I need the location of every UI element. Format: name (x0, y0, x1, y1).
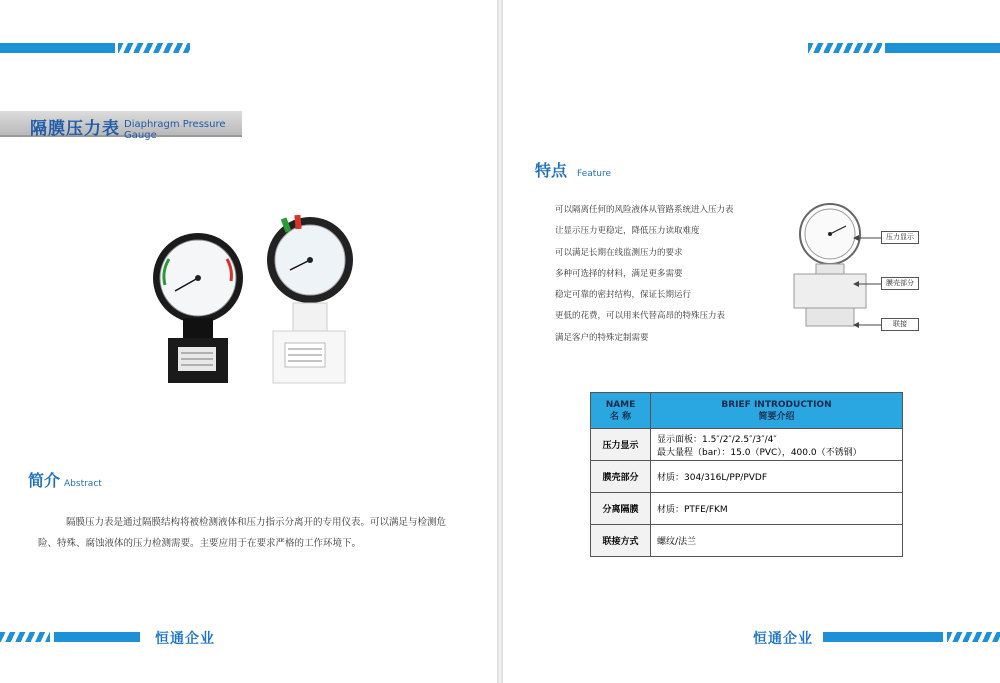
left-page (0, 0, 497, 683)
feature-item: 可以隔离任何的风险液体从管路系统进入压力表 (555, 205, 734, 215)
row-name: 压力显示 (591, 429, 651, 461)
abstract-heading-en: Abstract (64, 479, 102, 489)
product-photo (145, 215, 365, 395)
row-value: 螺纹/法兰 (651, 525, 903, 557)
header-brief-cn: 简要介绍 (758, 411, 795, 422)
bottom-stripe-left (0, 632, 140, 642)
bottom-stripe-right (823, 632, 1000, 642)
feature-item: 让显示压力更稳定，降低压力读取难度 (555, 226, 700, 237)
feature-heading-cn: 特点 (535, 161, 568, 180)
feature-item: 可以满足长期在线监测压力的要求 (555, 247, 683, 258)
header-name (591, 393, 651, 429)
right-page (503, 0, 1000, 683)
spec-table-header (591, 393, 903, 429)
table-row (591, 461, 903, 493)
table-row (591, 493, 903, 525)
callout-connection: 联接 (881, 318, 919, 331)
row-value-line: 最大量程（bar）：15.0（PVC），400.0（不锈钢） (657, 447, 862, 458)
abstract-heading (28, 468, 102, 491)
spec-table (590, 392, 903, 557)
row-value: 材质：PTFE/FKM (651, 493, 903, 525)
feature-list (555, 200, 734, 349)
table-row (591, 429, 903, 461)
feature-heading (535, 158, 611, 181)
callout-pressure-display: 压力显示 (881, 231, 919, 244)
header-brief-en: BRIEF INTRODUCTION (721, 399, 832, 410)
row-value (651, 429, 903, 461)
abstract-heading-cn: 简介 (28, 471, 61, 490)
row-value-line: 显示面板：1.5″/2″/2.5″/3″/4″ (657, 434, 777, 445)
header-brief (651, 393, 903, 429)
feature-heading-en: Feature (577, 169, 612, 179)
white-gauge-image (267, 215, 353, 383)
black-gauge-image (153, 233, 243, 383)
feature-item: 满足客户的特殊定制需要 (555, 332, 649, 343)
header-name-en: NAME (605, 399, 636, 410)
feature-item: 多种可选择的材料，满足更多需要 (555, 268, 683, 279)
company-logo-left: 恒通企业 (155, 631, 215, 647)
abstract-text: 隔膜压力表是通过隔膜结构将被检测液体和压力指示分离开的专用仪表。可以满足与检测危险、特殊、腐蚀液体的压力检测需要。主要应用于在要求严格的工作环境下。 (38, 517, 447, 549)
top-stripe-right (808, 43, 1000, 53)
company-logo-right: 恒通企业 (753, 631, 813, 647)
table-row (591, 525, 903, 557)
row-name: 联接方式 (591, 525, 651, 557)
row-name: 分离隔膜 (591, 493, 651, 525)
callout-diaphragm-housing: 膜壳部分 (881, 277, 919, 290)
product-title-en: Diaphragm Pressure Gauge (124, 119, 226, 141)
product-title-bar (0, 111, 242, 141)
callout-arrows (853, 228, 883, 332)
header-name-cn: 名 称 (609, 411, 632, 422)
row-value: 材质：304/316L/PP/PVDF (651, 461, 903, 493)
product-title-cn: 隔膜压力表 (30, 119, 120, 139)
feature-item: 稳定可靠的密封结构，保证长期运行 (555, 290, 692, 301)
top-stripe-left (0, 43, 190, 53)
row-name: 膜壳部分 (591, 461, 651, 493)
feature-item: 更低的花费，可以用来代替高昂的特殊压力表 (555, 311, 726, 322)
